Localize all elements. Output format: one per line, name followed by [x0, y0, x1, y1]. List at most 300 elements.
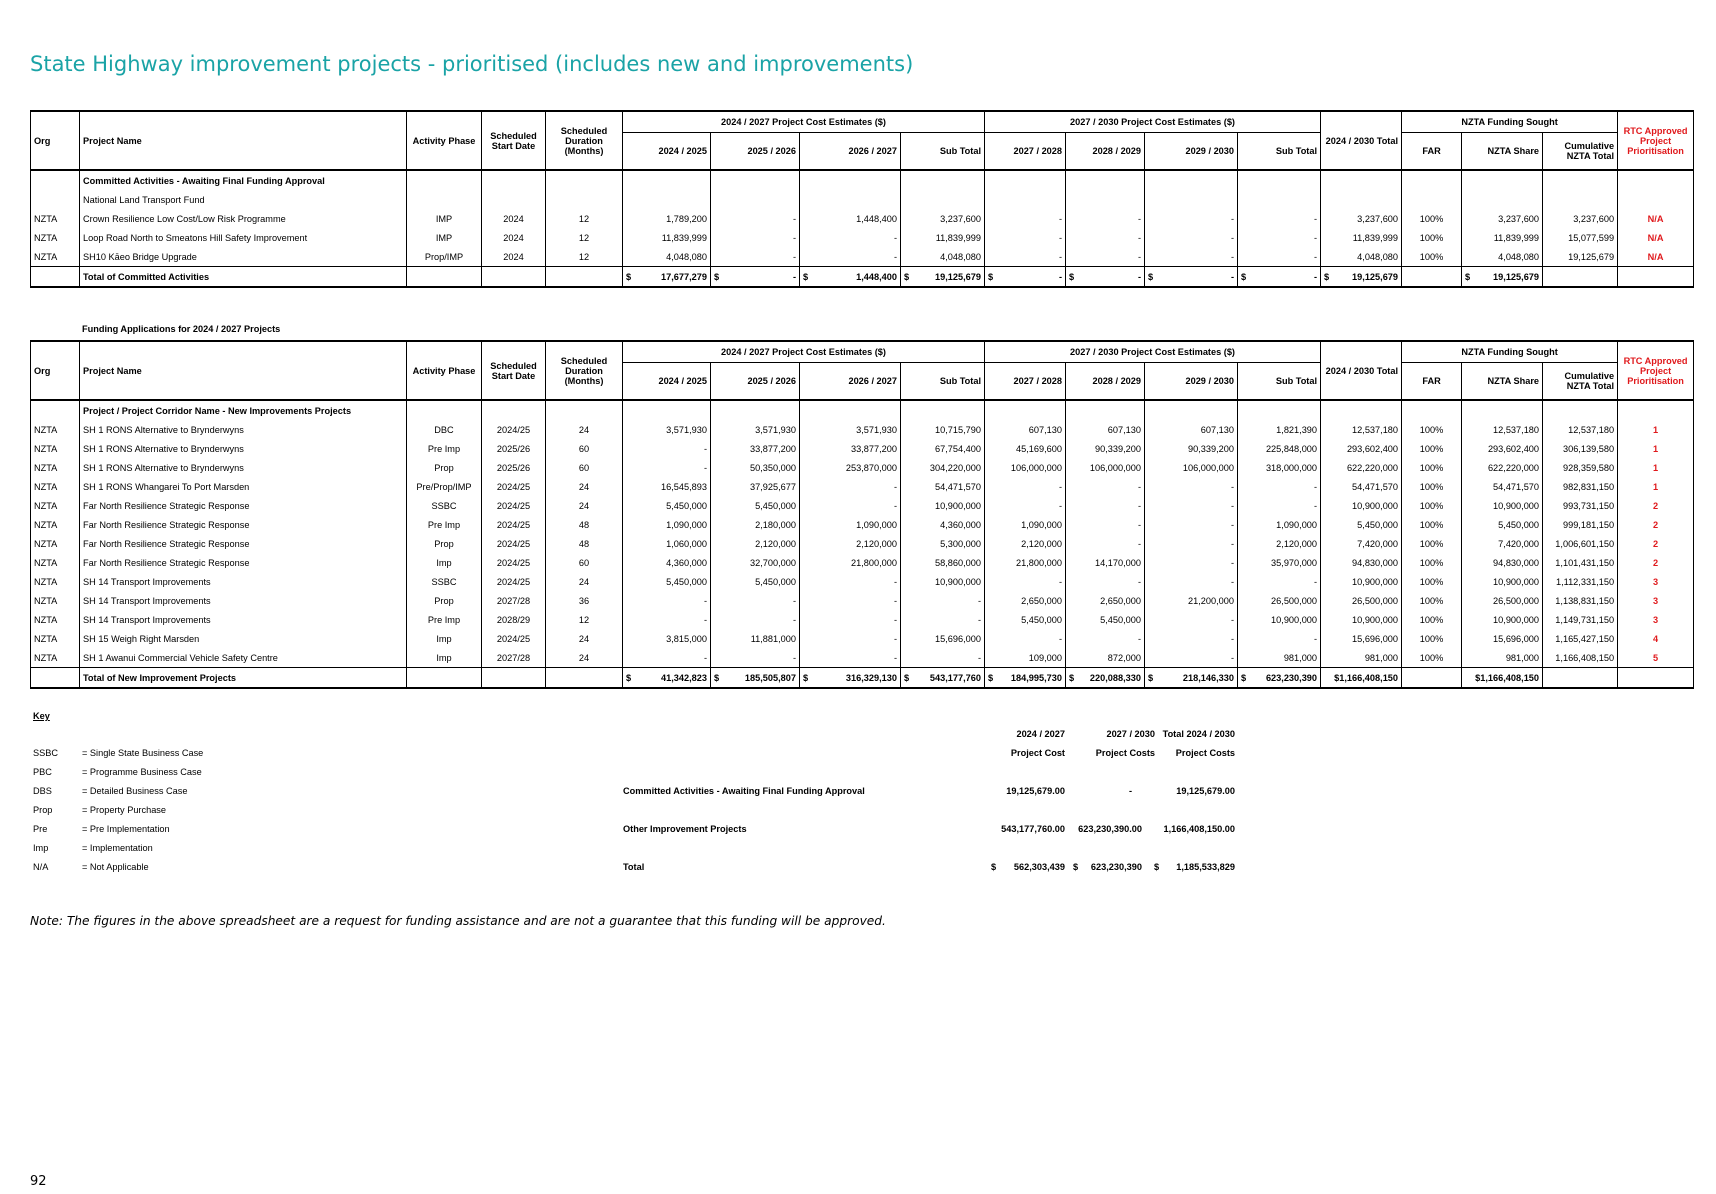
total-v2425 [623, 668, 711, 689]
cell-subtotal-2: 225,848,000 [1238, 439, 1321, 458]
table-row [31, 247, 1694, 267]
total-sub2 [1238, 668, 1321, 689]
cell-nzta-share: 15,696,000 [1462, 629, 1543, 648]
cell-far: 100% [1402, 228, 1462, 247]
cell-duration: 48 [546, 515, 623, 534]
table-row [31, 439, 1694, 458]
cell-duration: 24 [546, 648, 623, 668]
currency-symbol: $ [1465, 271, 1471, 282]
key-meaning: = Single State Business Case [82, 748, 204, 758]
currency-symbol: $ [988, 672, 994, 683]
cell-2029-2030: - [1145, 534, 1238, 553]
total-sub2 [1238, 267, 1321, 288]
cell-org: NZTA [31, 496, 80, 515]
cell-rtc: N/A [1618, 209, 1694, 228]
header-group-2027-2030: 2027 / 2030 Project Cost Estimates ($) [985, 111, 1321, 133]
cell-subtotal-2: 10,900,000 [1238, 610, 1321, 629]
header-activity-phase: Activity Phase [407, 341, 482, 400]
total-value: 19,125,679 [935, 271, 982, 282]
cell-org: NZTA [31, 648, 80, 668]
total-share [1462, 267, 1543, 288]
cell-2024-2025: 4,360,000 [623, 553, 711, 572]
cell-2029-2030: - [1145, 553, 1238, 572]
cell-2027-2028: - [985, 247, 1066, 267]
header-project-name: Project Name [80, 111, 407, 170]
cell-duration: 60 [546, 458, 623, 477]
cell-total-2024-2030: 11,839,999 [1321, 228, 1402, 247]
total-v2526 [711, 267, 800, 288]
cell-total-2024-2030: 10,900,000 [1321, 496, 1402, 515]
cell-duration: 12 [546, 228, 623, 247]
total-v2728 [985, 668, 1066, 689]
header-2028-2029: 2028 / 2029 [1066, 133, 1145, 171]
cell-2024-2025: 1,090,000 [623, 515, 711, 534]
cell-subtotal-2: - [1238, 496, 1321, 515]
cell-cumulative: 12,537,180 [1543, 420, 1618, 439]
cell-2028-2029: 14,170,000 [1066, 553, 1145, 572]
cell-project-name: SH 14 Transport Improvements [80, 591, 407, 610]
total-v2526 [711, 668, 800, 689]
header-nzta-share: NZTA Share [1462, 363, 1543, 401]
cell-start-date: 2025/26 [482, 458, 546, 477]
cell-org: NZTA [31, 515, 80, 534]
header-rtc: RTC Approved Project Prioritisation [1618, 111, 1694, 170]
cell-activity-phase: Pre Imp [407, 439, 482, 458]
cell-subtotal-2: 1,090,000 [1238, 515, 1321, 534]
summary-total-b-currency: $ [1073, 862, 1079, 872]
total-value: 220,088,330 [1089, 672, 1142, 683]
cell-project-name: Far North Resilience Strategic Response [80, 553, 407, 572]
cell-2024-2025: - [623, 648, 711, 668]
cell-subtotal-1: - [901, 591, 985, 610]
summary-col1-top: 2024 / 2027 [1016, 729, 1065, 739]
cell-2025-2026: 5,450,000 [711, 496, 800, 515]
cell-nzta-share: 11,839,999 [1462, 228, 1543, 247]
cell-2027-2028: - [985, 477, 1066, 496]
cell-subtotal-1: 304,220,000 [901, 458, 985, 477]
cell-2029-2030: - [1145, 247, 1238, 267]
cell-duration: 48 [546, 534, 623, 553]
applications-label: Funding Applications for 2024 / 2027 Projects [82, 324, 281, 334]
cell-total-2024-2030: 15,696,000 [1321, 629, 1402, 648]
cell-2029-2030: - [1145, 515, 1238, 534]
total-v2930 [1145, 668, 1238, 689]
cell-2024-2025: 3,571,930 [623, 420, 711, 439]
currency-symbol: $ [1241, 271, 1247, 282]
header-2026-2027: 2026 / 2027 [800, 133, 901, 171]
section-heading: Committed Activities - Awaiting Final Funding Approval [80, 170, 407, 190]
cell-2027-2028: - [985, 572, 1066, 591]
summary-committed-a: 19,125,679.00 [1006, 786, 1065, 796]
cell-2029-2030: - [1145, 572, 1238, 591]
cell-2027-2028: 607,130 [985, 420, 1066, 439]
cell-start-date: 2024/25 [482, 534, 546, 553]
cell-subtotal-1: 3,237,600 [901, 209, 985, 228]
cell-start-date: 2027/28 [482, 591, 546, 610]
cell-rtc: 2 [1618, 553, 1694, 572]
total-value: - [1137, 271, 1142, 282]
cell-subtotal-2: 2,120,000 [1238, 534, 1321, 553]
key-abbreviation: SSBC [33, 748, 59, 758]
currency-symbol: $ [803, 672, 809, 683]
cell-2025-2026: - [711, 247, 800, 267]
total-total [1321, 668, 1402, 689]
cell-2027-2028: 21,800,000 [985, 553, 1066, 572]
cell-project-name: Loop Road North to Smeatons Hill Safety Improvement [80, 228, 407, 247]
total-share [1462, 668, 1543, 689]
cell-cumulative: 1,006,601,150 [1543, 534, 1618, 553]
cell-2024-2025: - [623, 458, 711, 477]
cell-2027-2028: - [985, 209, 1066, 228]
table-row [31, 534, 1694, 553]
cell-2026-2027: 1,090,000 [800, 515, 901, 534]
cell-nzta-share: 293,602,400 [1462, 439, 1543, 458]
cell-cumulative: 928,359,580 [1543, 458, 1618, 477]
cell-far: 100% [1402, 534, 1462, 553]
cell-2029-2030: - [1145, 629, 1238, 648]
cell-far: 100% [1402, 648, 1462, 668]
table-row [31, 591, 1694, 610]
cell-2029-2030: - [1145, 648, 1238, 668]
cell-total-2024-2030: 622,220,000 [1321, 458, 1402, 477]
cell-subtotal-2: 26,500,000 [1238, 591, 1321, 610]
cell-2027-2028: 5,450,000 [985, 610, 1066, 629]
header-group-nzta: NZTA Funding Sought [1402, 111, 1618, 133]
cell-far: 100% [1402, 591, 1462, 610]
header-group-2024-2027: 2024 / 2027 Project Cost Estimates ($) [623, 111, 985, 133]
cell-far: 100% [1402, 439, 1462, 458]
cell-2029-2030: 90,339,200 [1145, 439, 1238, 458]
key-abbreviation: Prop [33, 805, 53, 815]
summary-col3-bottom: Project Costs [1175, 748, 1235, 758]
summary-col3-top: Total 2024 / 2030 [1162, 729, 1235, 739]
cell-far: 100% [1402, 458, 1462, 477]
cell-start-date: 2024/25 [482, 553, 546, 572]
table-row [31, 209, 1694, 228]
cell-2026-2027: 1,448,400 [800, 209, 901, 228]
header-subtotal-2: Sub Total [1238, 133, 1321, 171]
cell-cumulative: 1,138,831,150 [1543, 591, 1618, 610]
total-value: 41,342,823 [661, 672, 707, 683]
cell-duration: 24 [546, 496, 623, 515]
section-heading: Project / Project Corridor Name - New Improvements Projects [80, 400, 407, 420]
cell-project-name: SH 1 RONS Alternative to Brynderwyns [80, 420, 407, 439]
cell-activity-phase: IMP [407, 228, 482, 247]
summary-total-a: 562,303,439 [1013, 862, 1065, 872]
key-meaning: = Not Applicable [82, 862, 149, 872]
total-value: 1,448,400 [856, 271, 897, 282]
summary-total-c-currency: $ [1154, 862, 1160, 872]
summary-label-total: Total [623, 862, 645, 872]
cell-2029-2030: - [1145, 610, 1238, 629]
summary-label-other: Other Improvement Projects [623, 824, 747, 834]
header-cumulative: Cumulative NZTA Total [1543, 363, 1618, 401]
cell-subtotal-1: 5,300,000 [901, 534, 985, 553]
cell-2028-2029: 90,339,200 [1066, 439, 1145, 458]
cell-nzta-share: 981,000 [1462, 648, 1543, 668]
cell-subtotal-2: - [1238, 209, 1321, 228]
cell-2026-2027: - [800, 629, 901, 648]
cell-total-2024-2030: 26,500,000 [1321, 591, 1402, 610]
header-group-nzta: NZTA Funding Sought [1402, 341, 1618, 363]
cell-rtc: N/A [1618, 228, 1694, 247]
cell-2027-2028: 2,650,000 [985, 591, 1066, 610]
page-title: State Highway improvement projects - prioritised (includes new and improvements) [30, 52, 914, 76]
cell-duration: 12 [546, 209, 623, 228]
cell-activity-phase: IMP [407, 209, 482, 228]
cell-2025-2026: 50,350,000 [711, 458, 800, 477]
cell-activity-phase: Pre Imp [407, 515, 482, 534]
key-abbreviation: N/A [33, 862, 49, 872]
total-value: 316,329,130 [845, 672, 897, 683]
cell-nzta-share: 5,450,000 [1462, 515, 1543, 534]
cell-rtc: 1 [1618, 477, 1694, 496]
cell-rtc: 3 [1618, 610, 1694, 629]
cell-cumulative: 993,731,150 [1543, 496, 1618, 515]
cell-rtc: 5 [1618, 648, 1694, 668]
cell-2028-2029: 872,000 [1066, 648, 1145, 668]
cell-2024-2025: 1,060,000 [623, 534, 711, 553]
cell-nzta-share: 26,500,000 [1462, 591, 1543, 610]
total-value: 184,995,730 [1010, 672, 1063, 683]
total-label: Total of New Improvement Projects [80, 668, 407, 689]
cell-project-name: SH 1 Awanui Commercial Vehicle Safety Centre [80, 648, 407, 668]
cell-subtotal-2: 1,821,390 [1238, 420, 1321, 439]
header-2026-2027: 2026 / 2027 [800, 363, 901, 401]
cell-duration: 24 [546, 420, 623, 439]
cell-nzta-share: 54,471,570 [1462, 477, 1543, 496]
total-value: 19,125,679 [1352, 271, 1399, 282]
cell-total-2024-2030: 7,420,000 [1321, 534, 1402, 553]
cell-2026-2027: - [800, 477, 901, 496]
cell-2025-2026: 5,450,000 [711, 572, 800, 591]
cell-cumulative: 19,125,679 [1543, 247, 1618, 267]
cell-project-name: SH 14 Transport Improvements [80, 572, 407, 591]
cell-2024-2025: 1,789,200 [623, 209, 711, 228]
cell-far: 100% [1402, 515, 1462, 534]
cell-total-2024-2030: 981,000 [1321, 648, 1402, 668]
cell-2027-2028: 2,120,000 [985, 534, 1066, 553]
cell-2029-2030: 106,000,000 [1145, 458, 1238, 477]
cell-activity-phase: DBC [407, 420, 482, 439]
cell-org: NZTA [31, 209, 80, 228]
header-2028-2029: 2028 / 2029 [1066, 363, 1145, 401]
cell-activity-phase: Prop [407, 534, 482, 553]
header-subtotal-1: Sub Total [901, 133, 985, 171]
cell-cumulative: 306,139,580 [1543, 439, 1618, 458]
cell-duration: 60 [546, 439, 623, 458]
total-value: - [1058, 271, 1063, 282]
currency-symbol: $ [1241, 672, 1247, 683]
header-2027-2028: 2027 / 2028 [985, 363, 1066, 401]
table-row [31, 420, 1694, 439]
total-v2627 [800, 267, 901, 288]
cell-rtc: 1 [1618, 420, 1694, 439]
total-label: Total of Committed Activities [80, 267, 407, 288]
key-meaning: = Programme Business Case [82, 767, 202, 777]
cell-rtc: 4 [1618, 629, 1694, 648]
currency-symbol: $ [626, 271, 632, 282]
key-meaning: = Pre Implementation [82, 824, 170, 834]
summary-col1-bottom: Project Cost [1010, 748, 1065, 758]
cell-start-date: 2025/26 [482, 439, 546, 458]
cell-duration: 12 [546, 610, 623, 629]
cell-2027-2028: 106,000,000 [985, 458, 1066, 477]
table-row [31, 610, 1694, 629]
total-value: 185,505,807 [744, 672, 796, 683]
cell-2028-2029: 607,130 [1066, 420, 1145, 439]
currency-symbol: $ [626, 672, 632, 683]
key-abbreviation: Imp [33, 843, 49, 853]
cell-2028-2029: - [1066, 629, 1145, 648]
key-abbreviation: Pre [33, 824, 48, 834]
cell-2029-2030: 607,130 [1145, 420, 1238, 439]
cell-far: 100% [1402, 420, 1462, 439]
cell-duration: 36 [546, 591, 623, 610]
cell-subtotal-2: - [1238, 572, 1321, 591]
summary-total-c: 1,185,533,829 [1176, 862, 1235, 872]
total-row [31, 267, 1694, 288]
cell-2025-2026: 32,700,000 [711, 553, 800, 572]
table-row [31, 648, 1694, 668]
header-scheduled-duration: Scheduled Duration (Months) [546, 111, 623, 170]
total-v2930 [1145, 267, 1238, 288]
cell-duration: 24 [546, 572, 623, 591]
cell-org: NZTA [31, 534, 80, 553]
cell-nzta-share: 12,537,180 [1462, 420, 1543, 439]
cell-total-2024-2030: 10,900,000 [1321, 572, 1402, 591]
header-activity-phase: Activity Phase [407, 111, 482, 170]
cell-cumulative: 982,831,150 [1543, 477, 1618, 496]
cell-rtc: 1 [1618, 458, 1694, 477]
cell-2028-2029: - [1066, 209, 1145, 228]
cell-2028-2029: - [1066, 515, 1145, 534]
cell-2026-2027: - [800, 591, 901, 610]
header-org: Org [31, 341, 80, 400]
cell-2028-2029: - [1066, 228, 1145, 247]
cell-cumulative: 1,149,731,150 [1543, 610, 1618, 629]
total-value: $1,166,408,150 [1334, 672, 1399, 683]
header-2029-2030: 2029 / 2030 [1145, 133, 1238, 171]
total-v2728 [985, 267, 1066, 288]
cell-2026-2027: 33,877,200 [800, 439, 901, 458]
summary-col2-bottom: Project Costs [1095, 748, 1155, 758]
cell-far: 100% [1402, 572, 1462, 591]
total-v2627 [800, 668, 901, 689]
cell-2026-2027: 253,870,000 [800, 458, 901, 477]
total-value: 543,177,760 [929, 672, 982, 683]
summary-col2-top: 2027 / 2030 [1106, 729, 1155, 739]
cell-far: 100% [1402, 209, 1462, 228]
cell-project-name: SH 14 Transport Improvements [80, 610, 407, 629]
cell-nzta-share: 10,900,000 [1462, 572, 1543, 591]
cell-cumulative: 1,166,408,150 [1543, 648, 1618, 668]
header-group-2027-2030: 2027 / 2030 Project Cost Estimates ($) [985, 341, 1321, 363]
cell-2026-2027: 2,120,000 [800, 534, 901, 553]
summary-total-a-currency: $ [991, 862, 997, 872]
header-2024-2025: 2024 / 2025 [623, 133, 711, 171]
cell-far: 100% [1402, 610, 1462, 629]
cell-project-name: Far North Resilience Strategic Response [80, 496, 407, 515]
cell-2029-2030: 21,200,000 [1145, 591, 1238, 610]
currency-symbol: $ [803, 271, 809, 282]
summary-total-b: 623,230,390 [1090, 862, 1142, 872]
cell-cumulative: 999,181,150 [1543, 515, 1618, 534]
cell-cumulative: 1,165,427,150 [1543, 629, 1618, 648]
cell-project-name: SH 15 Weigh Right Marsden [80, 629, 407, 648]
header-total-2024-2030: 2024 / 2030 Total [1321, 341, 1402, 400]
cell-2026-2027: - [800, 228, 901, 247]
cell-project-name: Far North Resilience Strategic Response [80, 515, 407, 534]
cell-2027-2028: 1,090,000 [985, 515, 1066, 534]
cell-cumulative: 3,237,600 [1543, 209, 1618, 228]
header-cumulative: Cumulative NZTA Total [1543, 133, 1618, 171]
cell-subtotal-2: - [1238, 228, 1321, 247]
cell-2028-2029: 2,650,000 [1066, 591, 1145, 610]
cell-2028-2029: - [1066, 496, 1145, 515]
currency-symbol: $ [904, 672, 910, 683]
cell-activity-phase: Prop/IMP [407, 247, 482, 267]
header-scheduled-duration: Scheduled Duration (Months) [546, 341, 623, 400]
header-group-2024-2027: 2024 / 2027 Project Cost Estimates ($) [623, 341, 985, 363]
currency-symbol: $ [1069, 672, 1075, 683]
total-value: 17,677,279 [661, 271, 707, 282]
cell-far: 100% [1402, 496, 1462, 515]
cell-activity-phase: SSBC [407, 572, 482, 591]
header-total-2024-2030: 2024 / 2030 Total [1321, 111, 1402, 170]
cell-2024-2025: 5,450,000 [623, 572, 711, 591]
summary-committed-c: 19,125,679.00 [1176, 786, 1235, 796]
cell-2025-2026: 3,571,930 [711, 420, 800, 439]
total-total [1321, 267, 1402, 288]
cell-nzta-share: 10,900,000 [1462, 610, 1543, 629]
table-row [31, 629, 1694, 648]
cell-rtc: 3 [1618, 591, 1694, 610]
cell-2028-2029: 5,450,000 [1066, 610, 1145, 629]
currency-symbol: $ [714, 271, 720, 282]
total-value: 623,230,390 [1265, 672, 1318, 683]
cell-2025-2026: 37,925,677 [711, 477, 800, 496]
currency-symbol: $ [1324, 271, 1330, 282]
key-abbreviation: PBC [33, 767, 52, 777]
cell-2024-2025: 4,048,080 [623, 247, 711, 267]
header-far: FAR [1402, 133, 1462, 171]
cell-2024-2025: - [623, 439, 711, 458]
currency-symbol: $ [714, 672, 720, 683]
cell-org: NZTA [31, 477, 80, 496]
cell-nzta-share: 7,420,000 [1462, 534, 1543, 553]
header-scheduled-start: Scheduled Start Date [482, 111, 546, 170]
cell-project-name: SH 1 RONS Alternative to Brynderwyns [80, 439, 407, 458]
cell-2024-2025: 16,545,893 [623, 477, 711, 496]
cell-far: 100% [1402, 477, 1462, 496]
cell-nzta-share: 622,220,000 [1462, 458, 1543, 477]
header-project-name: Project Name [80, 341, 407, 400]
cell-project-name: Crown Resilience Low Cost/Low Risk Programme [80, 209, 407, 228]
cell-duration: 60 [546, 553, 623, 572]
cell-activity-phase: Pre/Prop/IMP [407, 477, 482, 496]
key-meaning: = Implementation [82, 843, 153, 853]
header-2025-2026: 2025 / 2026 [711, 363, 800, 401]
cell-subtotal-1: 4,048,080 [901, 247, 985, 267]
cell-2027-2028: 109,000 [985, 648, 1066, 668]
cell-duration: 24 [546, 629, 623, 648]
cell-rtc: N/A [1618, 247, 1694, 267]
improvement-projects-table [30, 340, 1694, 689]
cell-start-date: 2024 [482, 247, 546, 267]
total-value: - [1313, 271, 1318, 282]
cell-subtotal-1: 58,860,000 [901, 553, 985, 572]
